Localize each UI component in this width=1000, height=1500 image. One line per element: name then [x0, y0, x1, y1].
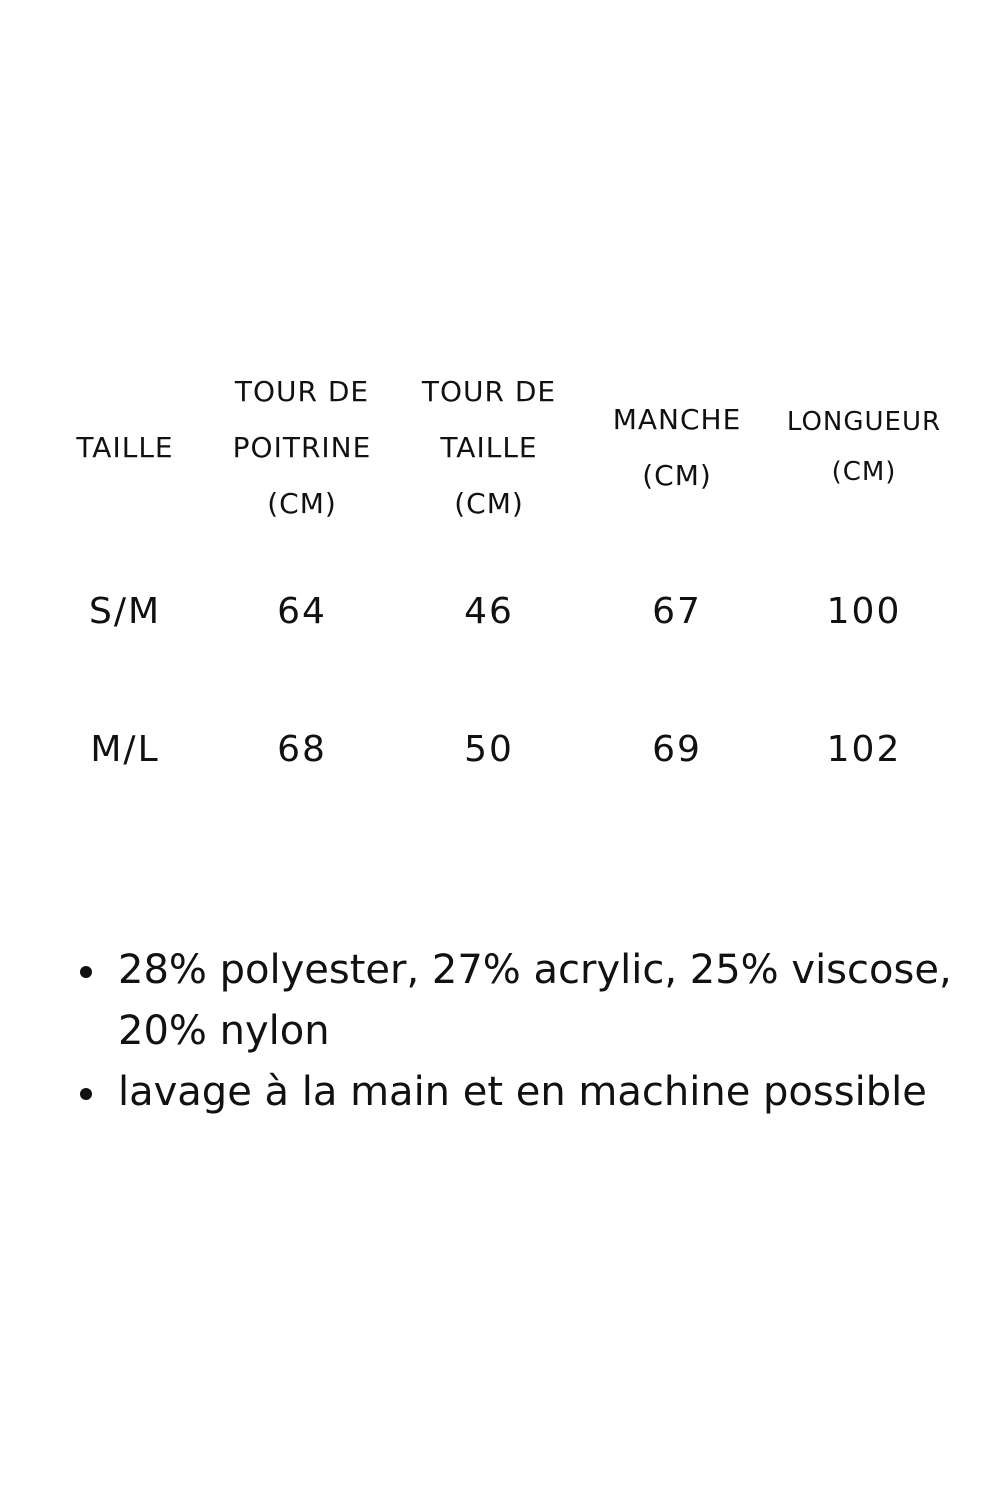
note-item-care [80, 1062, 960, 1123]
cell-sleeve: 67 [652, 591, 702, 632]
header-line: LONGUEUR [786, 407, 942, 437]
cell-size: S/M [88, 591, 162, 632]
header-line: (CM) [454, 487, 524, 520]
product-notes-list [80, 940, 960, 1123]
header-line: (CM) [267, 487, 337, 520]
header-line: (CM) [831, 457, 897, 487]
cell-waist: 46 [464, 591, 514, 632]
cell-chest: 64 [277, 591, 327, 632]
note-item-composition [80, 940, 960, 1062]
header-manche [587, 392, 767, 504]
cell-length: 102 [826, 729, 902, 770]
header-line: (CM) [642, 459, 712, 492]
header-tour-de-poitrine [212, 364, 392, 532]
header-taille [35, 420, 215, 476]
header-line: POITRINE [232, 431, 372, 464]
cell-length: 100 [826, 591, 902, 632]
header-line: MANCHE [612, 403, 742, 436]
cell-size: M/L [90, 729, 160, 770]
header-line: TAILLE [76, 431, 174, 464]
header-line: TOUR DE [421, 375, 557, 408]
cell-waist: 50 [464, 729, 514, 770]
header-longueur [774, 397, 954, 497]
note-text: 28% polyester, 27% acrylic, 25% viscose, 20% nylon [118, 947, 952, 1054]
cell-sleeve: 69 [652, 729, 702, 770]
note-text: lavage à la main et en machine possible [118, 1069, 927, 1115]
header-line: TOUR DE [234, 375, 370, 408]
cell-chest: 68 [277, 729, 327, 770]
header-tour-de-taille [399, 364, 579, 532]
bullet-icon [80, 1088, 92, 1100]
bullet-icon [80, 966, 92, 978]
header-line: TAILLE [440, 431, 538, 464]
